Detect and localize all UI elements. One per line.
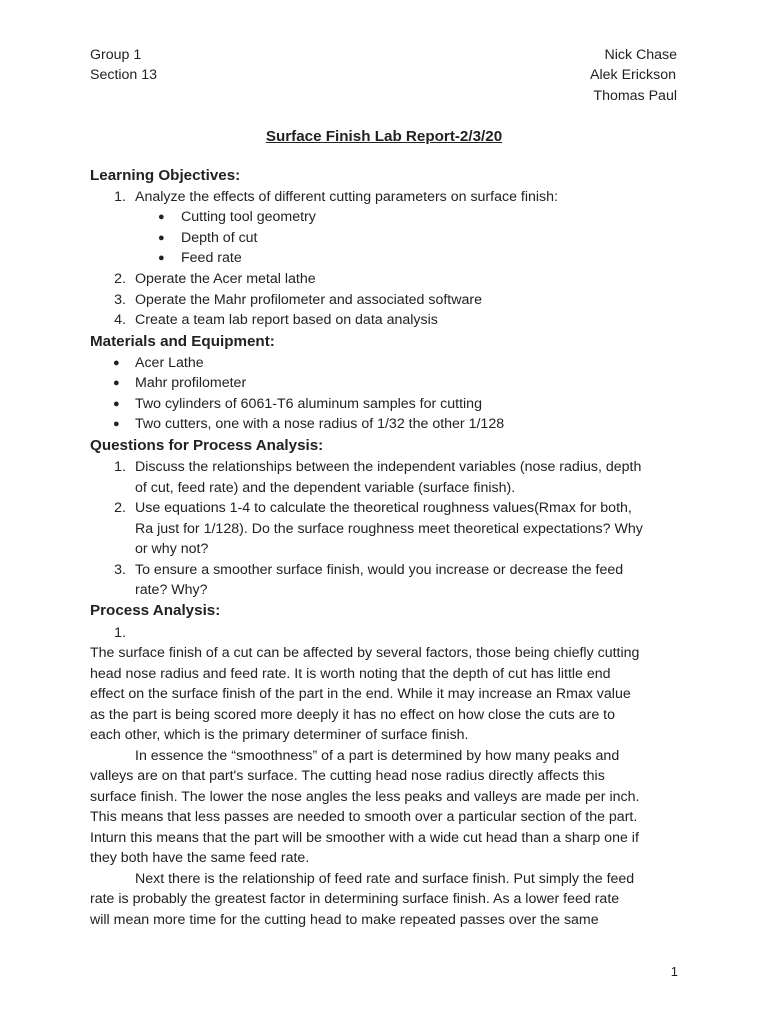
list-item: Create a team lab report based on data analysis — [135, 312, 438, 328]
list-item: Acer Lathe — [135, 355, 204, 371]
paragraph-line: rate is probably the greatest factor in determining surface finish. As a lower feed rate — [90, 891, 620, 907]
paragraph-line: In essence the “smoothness” of a part is determined by how many peaks and — [135, 748, 620, 764]
list-item: Analyze the effects of different cutting parameters on surface finish: — [135, 189, 558, 205]
list-item: Mahr profilometer — [135, 375, 247, 391]
question-line: of cut, feed rate) and the dependent variable (surface finish). — [135, 480, 516, 496]
paragraph-line: surface finish. The lower the nose angles the less peaks and valleys are made per inch. — [90, 789, 640, 805]
list-item: Operate the Acer metal lathe — [135, 271, 316, 287]
paragraph-line: they both have the same feed rate. — [90, 850, 310, 866]
author-1: Nick Chase — [604, 47, 677, 63]
question-line: To ensure a smoother surface finish, would you increase or decrease the feed — [135, 562, 624, 578]
bullet-icon: ● — [158, 252, 165, 264]
paragraph-line: Next there is the relationship of feed rate and surface finish. Put simply the feed — [135, 871, 635, 887]
list-number: 3. — [114, 562, 126, 578]
bullet-icon: ● — [113, 398, 120, 410]
group-label: Group 1 — [90, 47, 142, 63]
author-2: Alek Erickson — [590, 67, 676, 83]
section-label: Section 13 — [90, 67, 158, 83]
list-item: Cutting tool geometry — [181, 209, 316, 225]
paragraph-line: as the part is being scored more deeply it has no effect on how close the cuts are to — [90, 707, 615, 723]
question-line: or why not? — [135, 541, 209, 557]
bullet-icon: ● — [113, 418, 120, 430]
list-number: 1. — [114, 625, 126, 641]
materials-heading: Materials and Equipment: — [90, 333, 275, 350]
questions-heading: Questions for Process Analysis: — [90, 437, 324, 454]
bullet-icon: ● — [158, 232, 165, 244]
list-number: 1. — [114, 459, 126, 475]
bullet-icon: ● — [113, 357, 120, 369]
bullet-icon: ● — [113, 377, 120, 389]
paragraph-line: The surface finish of a cut can be affected by several factors, those being chiefly cutting — [90, 645, 640, 661]
list-number: 1. — [114, 189, 126, 205]
list-item: Two cutters, one with a nose radius of 1/32 the other 1/128 — [135, 416, 505, 432]
process-analysis-heading: Process Analysis: — [90, 602, 221, 619]
report-title: Surface Finish Lab Report-2/3/20 — [265, 128, 503, 145]
question-line: Discuss the relationships between the independent variables (nose radius, depth — [135, 459, 642, 475]
question-line: rate? Why? — [135, 582, 208, 598]
list-item: Operate the Mahr profilometer and associated software — [135, 292, 482, 308]
paragraph-line: will mean more time for the cutting head to make repeated passes over the same — [90, 912, 599, 928]
author-3: Thomas Paul — [593, 88, 677, 104]
paragraph-line: This means that less passes are needed to smooth over a particular section of the part. — [90, 809, 638, 825]
paragraph-line: each other, which is the primary determiner of surface finish. — [90, 727, 469, 743]
list-number: 3. — [114, 292, 126, 308]
list-item: Feed rate — [181, 250, 242, 266]
paragraph-line: valleys are on that part's surface. The cutting head nose radius directly affects this — [90, 768, 605, 784]
list-number: 2. — [114, 271, 126, 287]
paragraph-line: Inturn this means that the part will be smoother with a wide cut head than a sharp one if — [90, 830, 639, 846]
paragraph-line: head nose radius and feed rate. It is worth noting that the depth of cut has little end — [90, 666, 611, 682]
question-line: Ra just for 1/128). Do the surface roughness meet theoretical expectations? Why — [135, 521, 643, 537]
question-line: Use equations 1-4 to calculate the theoretical roughness values(Rmax for both, — [135, 500, 632, 516]
list-item: Two cylinders of 6061-T6 aluminum samples for cutting — [135, 396, 482, 412]
list-number: 4. — [114, 312, 126, 328]
paragraph-line: effect on the surface finish of the part in the end. While it may increase an Rmax value — [90, 686, 631, 702]
list-number: 2. — [114, 500, 126, 516]
learning-objectives-heading: Learning Objectives: — [90, 167, 241, 184]
bullet-icon: ● — [158, 211, 165, 223]
page-number: 1 — [670, 964, 678, 979]
list-item: Depth of cut — [181, 230, 258, 246]
